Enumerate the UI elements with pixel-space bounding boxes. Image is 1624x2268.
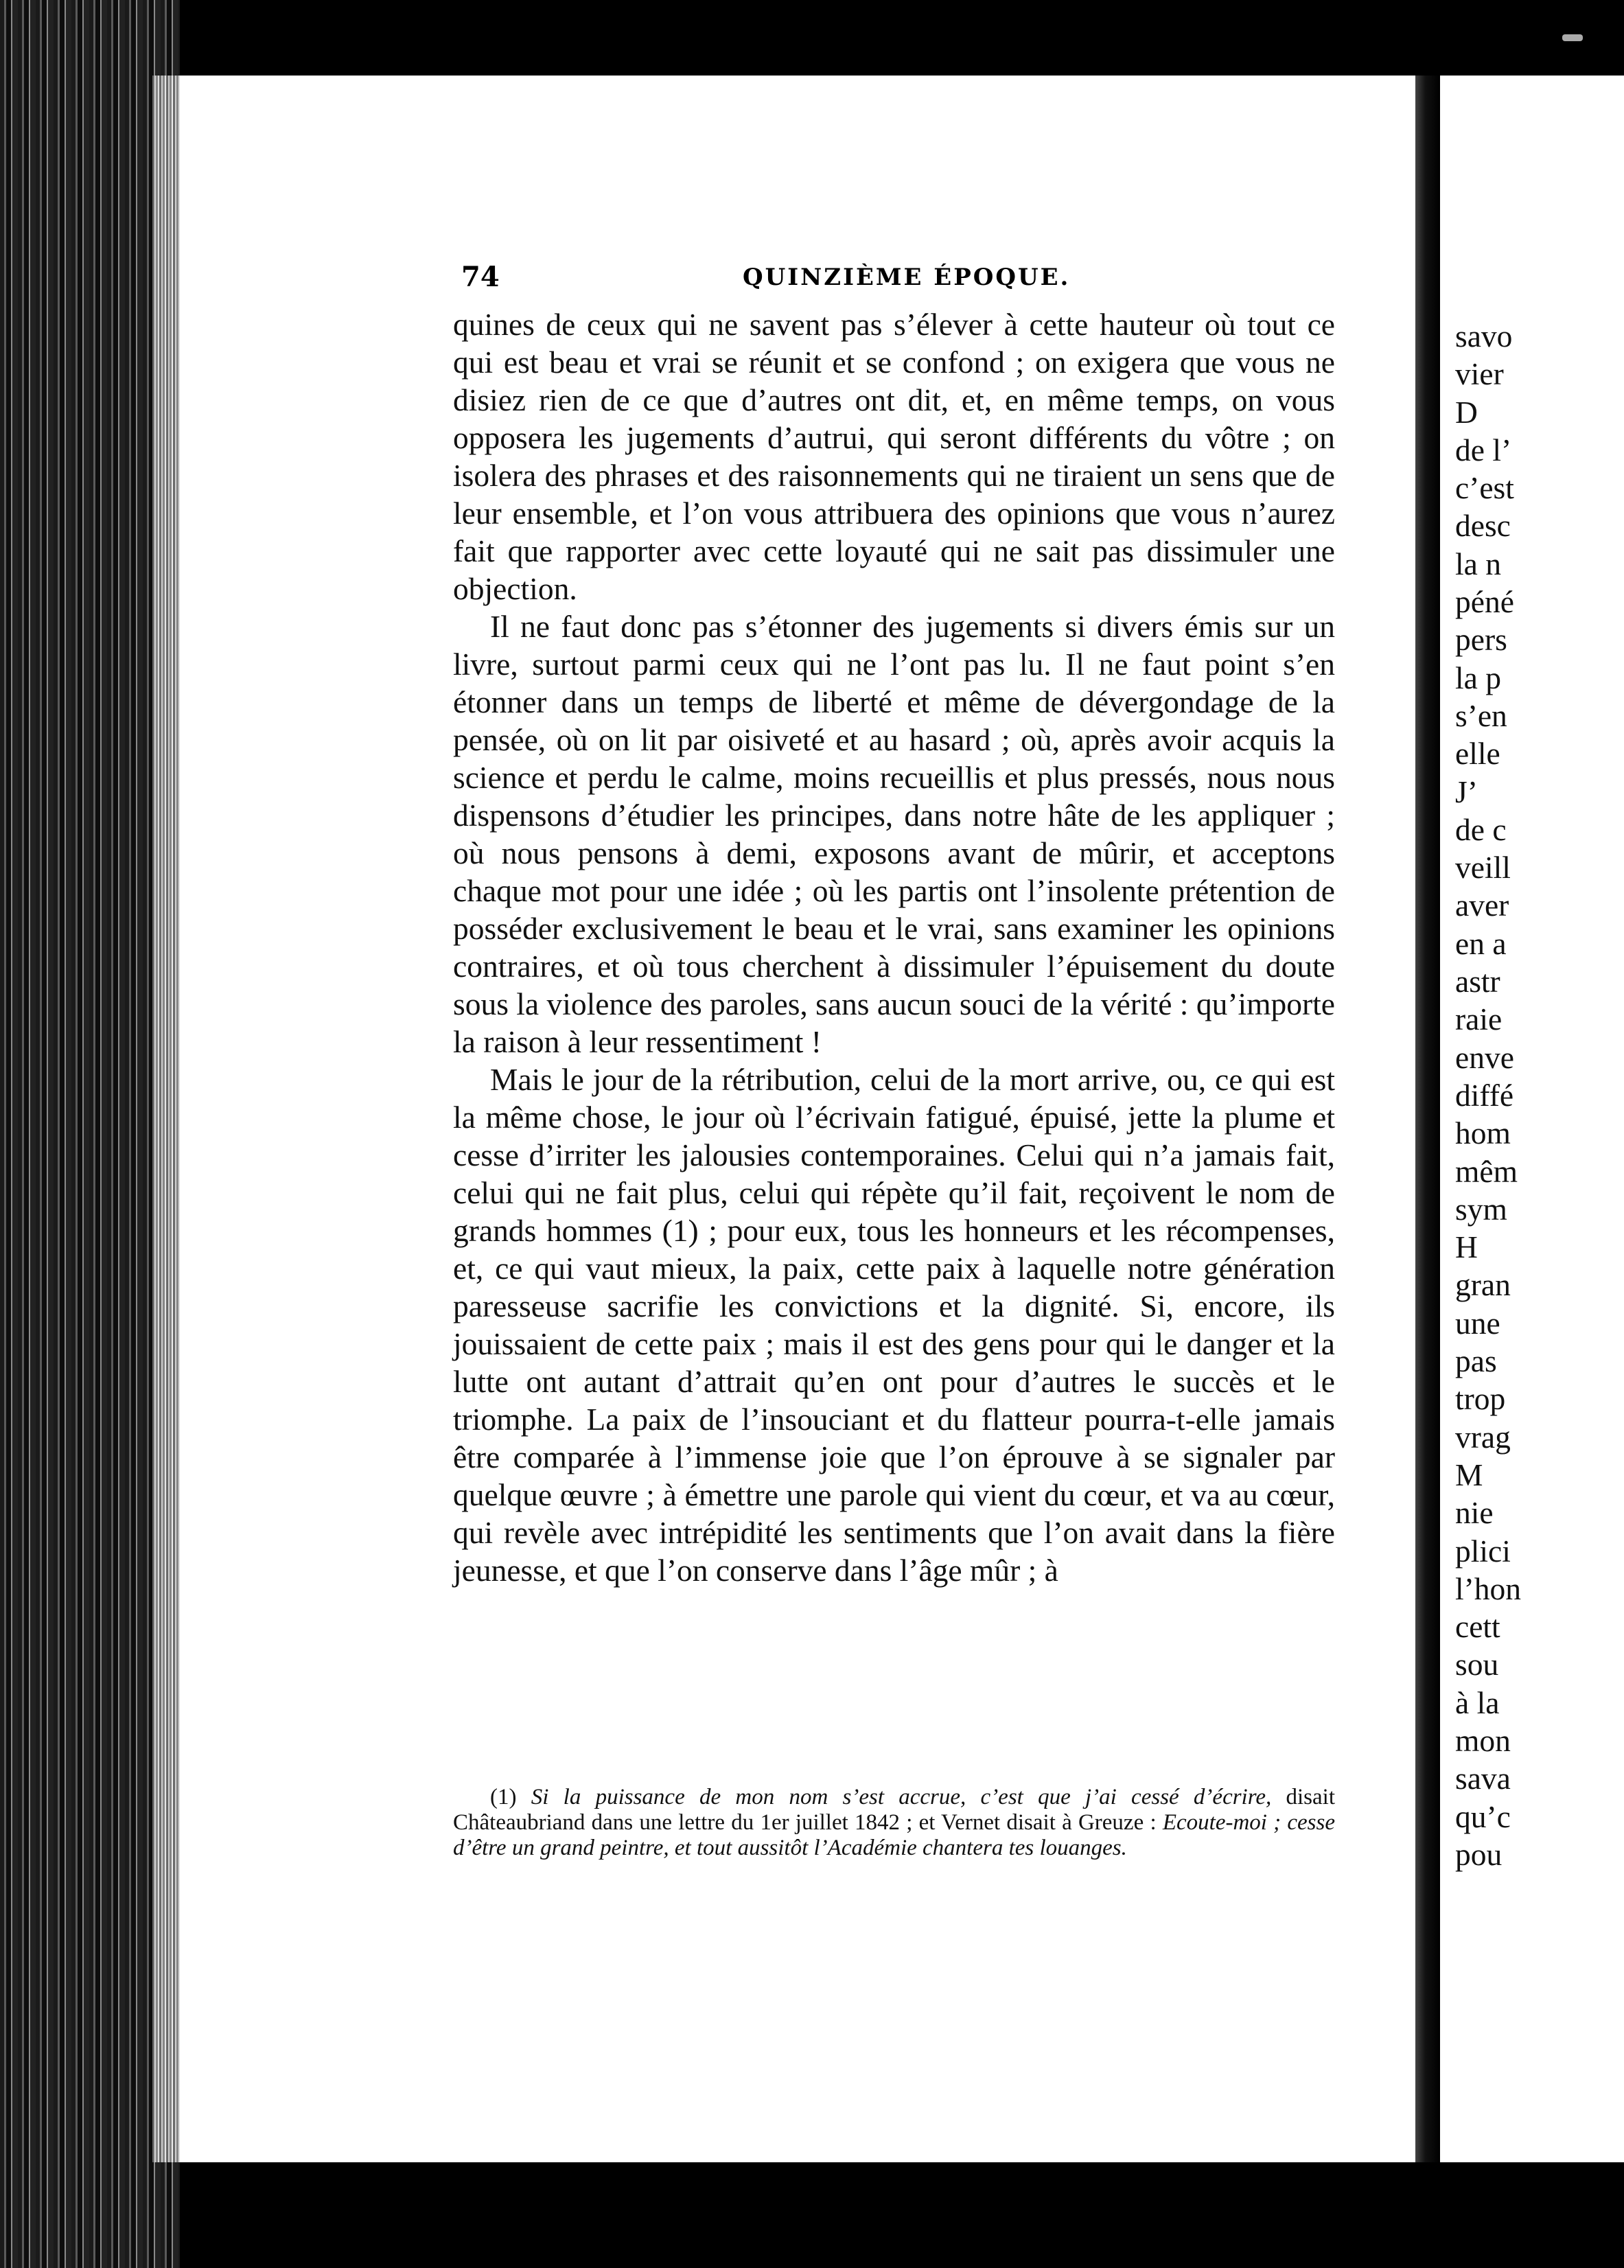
footnote-text: disait Châteaubriand dans une lettre du 1er juillet 1842 ; et Vernet disait à Greuze :: [453, 1785, 1335, 1835]
body-text: [453, 305, 1335, 1589]
paragraph-1: quines de ceux qui ne savent pas s’élever à cette hauteur où tout ce qui est beau et vrai se réunit et se confond ; on exigera que vous ne disiez rien de ce que d’autres ont dit, et, en même temps, on vous opposera les jugements d’autrui, qui seront différents du vôtre ; on isolera des phrases et des raisonnements qui ne tiraient un sens que de leur ensemble, et l’on vous attribuera des opinions que vous n’aurez fait que rapporter avec cette loyauté qui ne sait pas dissimuler une objection.: [453, 307, 1335, 606]
facing-page-text: savo vier D de l’ c’est desc la n péné pers la p s’en elle J’ de c veill aver en a astr raie enve diffé hom mêm sym H gran une pas trop vrag M nie plici l’hon cett sou à la mon sava qu’c pou: [1455, 319, 1522, 1872]
running-head: QUINZIÈME ÉPOQUE.: [743, 264, 1071, 291]
book-edge-left: [0, 0, 180, 2268]
footnote: [453, 1785, 1335, 1861]
scan-mark: [1562, 34, 1583, 41]
footnote-marker: (1): [490, 1785, 517, 1809]
paragraph-2: Il ne faut donc pas s’étonner des jugements si divers émis sur un livre, surtout parmi ceux qui ne l’ont pas lu. Il ne faut point s’en étonner dans un temps de liberté et même de dévergondage de la pensée, où on lit par oisiveté et au hasard ; où, après avoir acquis la science et perdu le calme, moins recueillis et plus pressés, nous nous dispensons d’étudier les principes, dans notre hâte de les appliquer ; où nous pensons à demi, exposons avant de mûrir, et acceptons chaque mot pour une idée ; où les partis ont l’insolente prétention de posséder exclusivement le beau et le vrai, sans examiner les opinions contraires, et où tous cherchent à dissimuler l’épuisement du doute sous la violence des paroles, sans aucun souci de la vérité : qu’importe la raison à leur ressentiment !: [453, 609, 1335, 1059]
gutter-shadow: [1415, 76, 1440, 2162]
page-number: 74: [461, 261, 500, 293]
footnote-quote-2: Ecoute-moi ; cesse d’être un grand peintre, et tout aussitôt l’Académie chantera tes louanges.: [453, 1810, 1336, 1860]
footnote-quote-1: Si la puissance de mon nom s’est accrue, c’est que j’ai cessé d’écrire,: [531, 1785, 1272, 1809]
paragraph-3: Mais le jour de la rétribution, celui de la mort arrive, ou, ce qui est la même chose, le jour où l’écrivain fatigué, épuisé, jette la plume et cesse d’irriter les jalousies contemporaines. Celui qui n’a jamais fait, celui qui ne fait plus, celui qui répète qu’il fait, reçoivent le nom de grands hommes (1) ; pour eux, tous les honneurs et les récompenses, et, ce qui vaut mieux, la paix, cette paix à laquelle notre génération paresseuse sacrifie les convictions et la dignité. Si, encore, ils jouissaient de cette paix ; mais il est des gens pour qui le danger et la lutte ont autant d’attrait qu’en ont pour d’autres le succès et le triomphe. La paix de l’insouciant et du flatteur pourra-t-elle jamais être comparée à l’immense joie que l’on éprouve à se signaler par quelque œuvre ; à émettre une parole qui vient du cœur, et va au cœur, qui revèle avec intrépidité les sentiments que l’on avait dans la fière jeunesse, et que l’on conserve dans l’âge mûr ; à: [453, 1062, 1335, 1588]
facing-page: [1440, 76, 1624, 2162]
page-header: [461, 261, 1340, 302]
